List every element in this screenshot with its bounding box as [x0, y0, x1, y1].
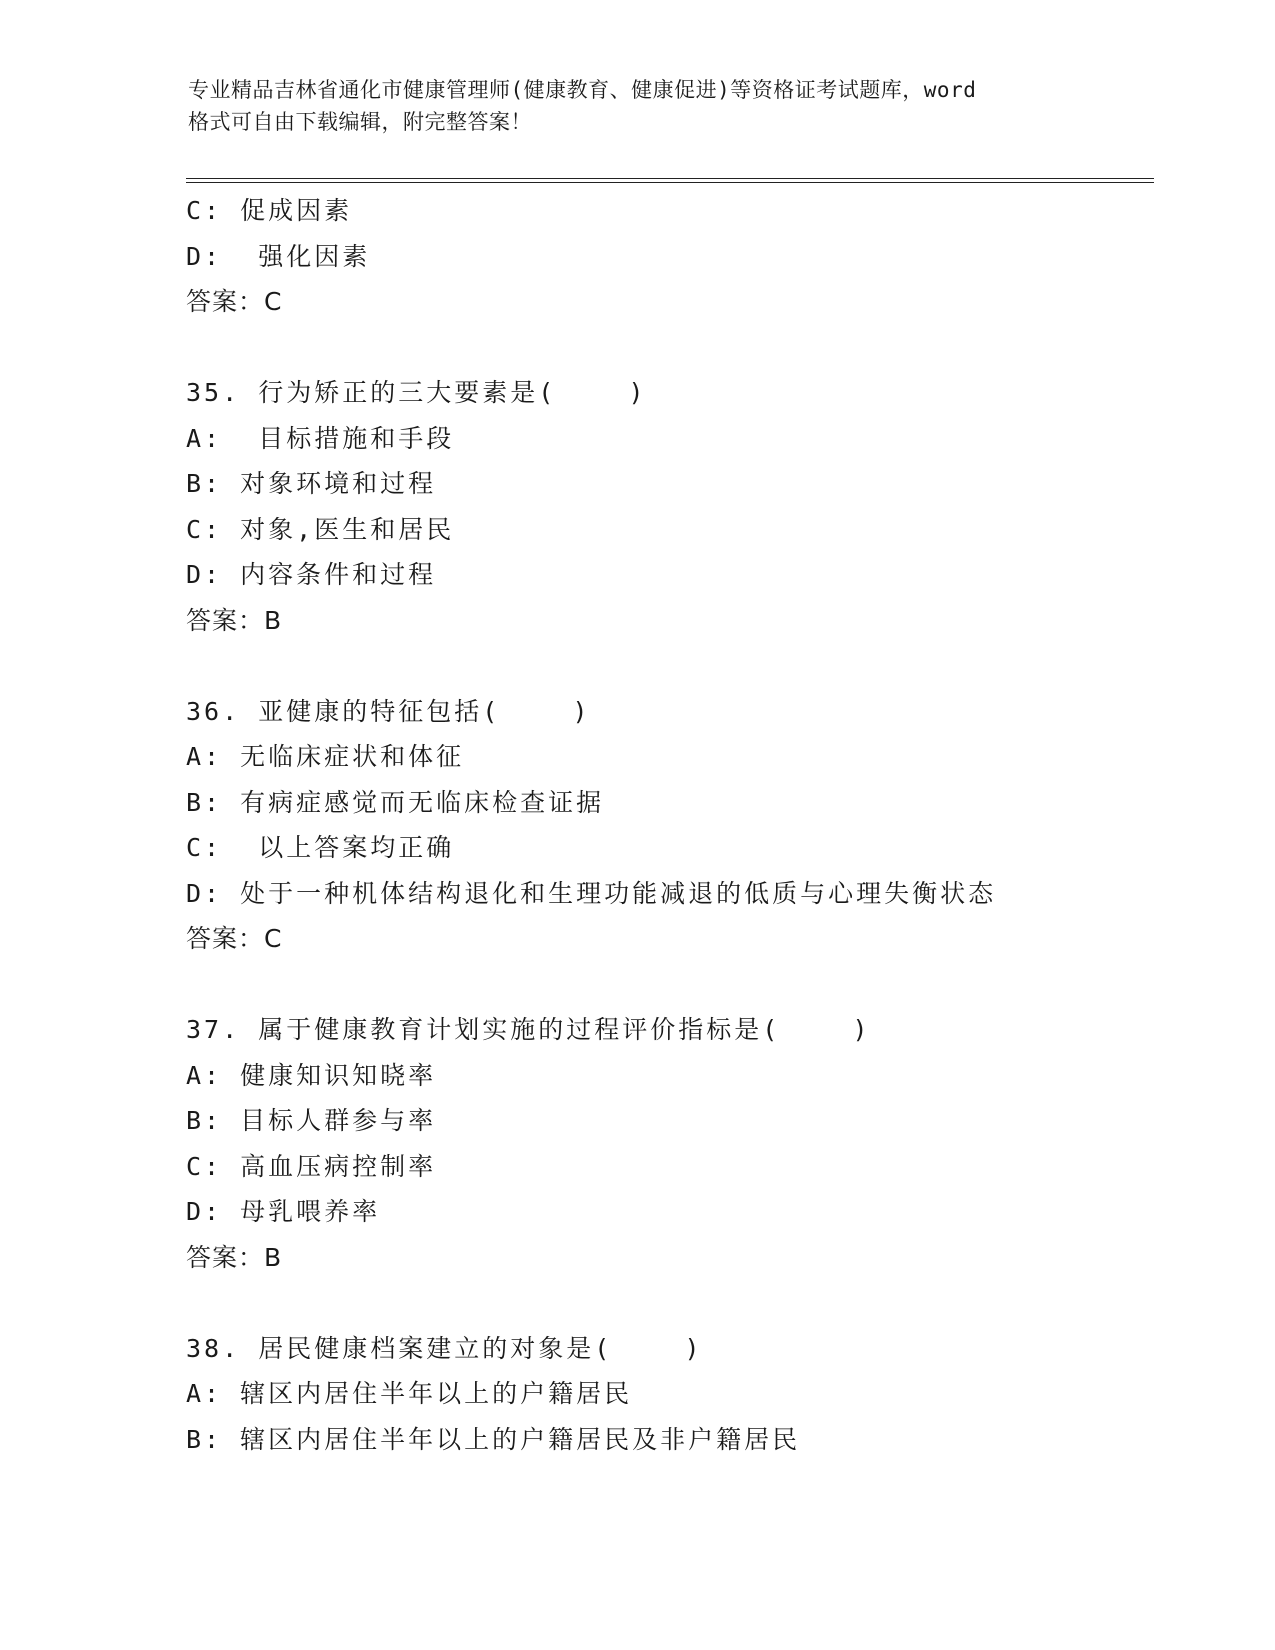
option-c: C: 高血压病控制率: [186, 1151, 437, 1181]
option-b: B: 有病症感觉而无临床检查证据: [186, 787, 605, 817]
option-b: B: 辖区内居住半年以上的户籍居民及非户籍居民: [186, 1424, 801, 1454]
answer-line: 答案：B: [186, 1242, 283, 1272]
option-a: A: 目标措施和手段: [186, 423, 455, 453]
document-header: [188, 74, 1088, 138]
question-stem: 37. 属于健康教育计划实施的过程评价指标是( ): [186, 1015, 871, 1044]
option-a: A: 辖区内居住半年以上的户籍居民: [186, 1379, 633, 1408]
option-b: B: 对象环境和过程: [186, 469, 437, 498]
question-36: [186, 689, 1146, 962]
option-b: B: 目标人群参与率: [186, 1106, 437, 1135]
question-list: [186, 188, 1146, 1462]
spacer: [186, 962, 1146, 1008]
option-c: C: 对象,医生和居民: [186, 514, 455, 544]
option-a: A: 健康知识知晓率: [186, 1060, 437, 1090]
spacer: [186, 643, 1146, 689]
answer-line: 答案：C: [186, 924, 283, 953]
question-37: [186, 1007, 1146, 1280]
option-d: D: 处于一种机体结构退化和生理功能减退的低质与心理失衡状态: [186, 878, 997, 908]
option-a: A: 无临床症状和体征: [186, 742, 465, 771]
answer-line: 答案：C: [186, 287, 283, 316]
spacer: [186, 1280, 1146, 1326]
header-divider: [186, 178, 1154, 183]
question-35: [186, 370, 1146, 643]
header-line-2: 格式可自由下载编辑，附完整答案！: [188, 110, 532, 134]
option-d: D: 母乳喂养率: [186, 1197, 381, 1226]
question-stem: 35. 行为矫正的三大要素是( ): [186, 378, 647, 407]
question-38: [186, 1326, 1146, 1463]
answer-line: 答案：B: [186, 605, 283, 635]
header-line-1: 专业精品吉林省通化市健康管理师(健康教育、健康促进)等资格证考试题库，word: [188, 78, 977, 102]
continued-question: [186, 188, 1146, 325]
spacer: [186, 325, 1146, 371]
option-d: D: 强化因素: [186, 241, 371, 271]
question-stem: 38. 居民健康档案建立的对象是( ): [186, 1333, 703, 1363]
question-stem: 36. 亚健康的特征包括( ): [186, 696, 591, 726]
option-c: C: 以上答案均正确: [186, 833, 455, 862]
option-d: D: 内容条件和过程: [186, 560, 437, 589]
option-c: C: 促成因素: [186, 196, 353, 225]
